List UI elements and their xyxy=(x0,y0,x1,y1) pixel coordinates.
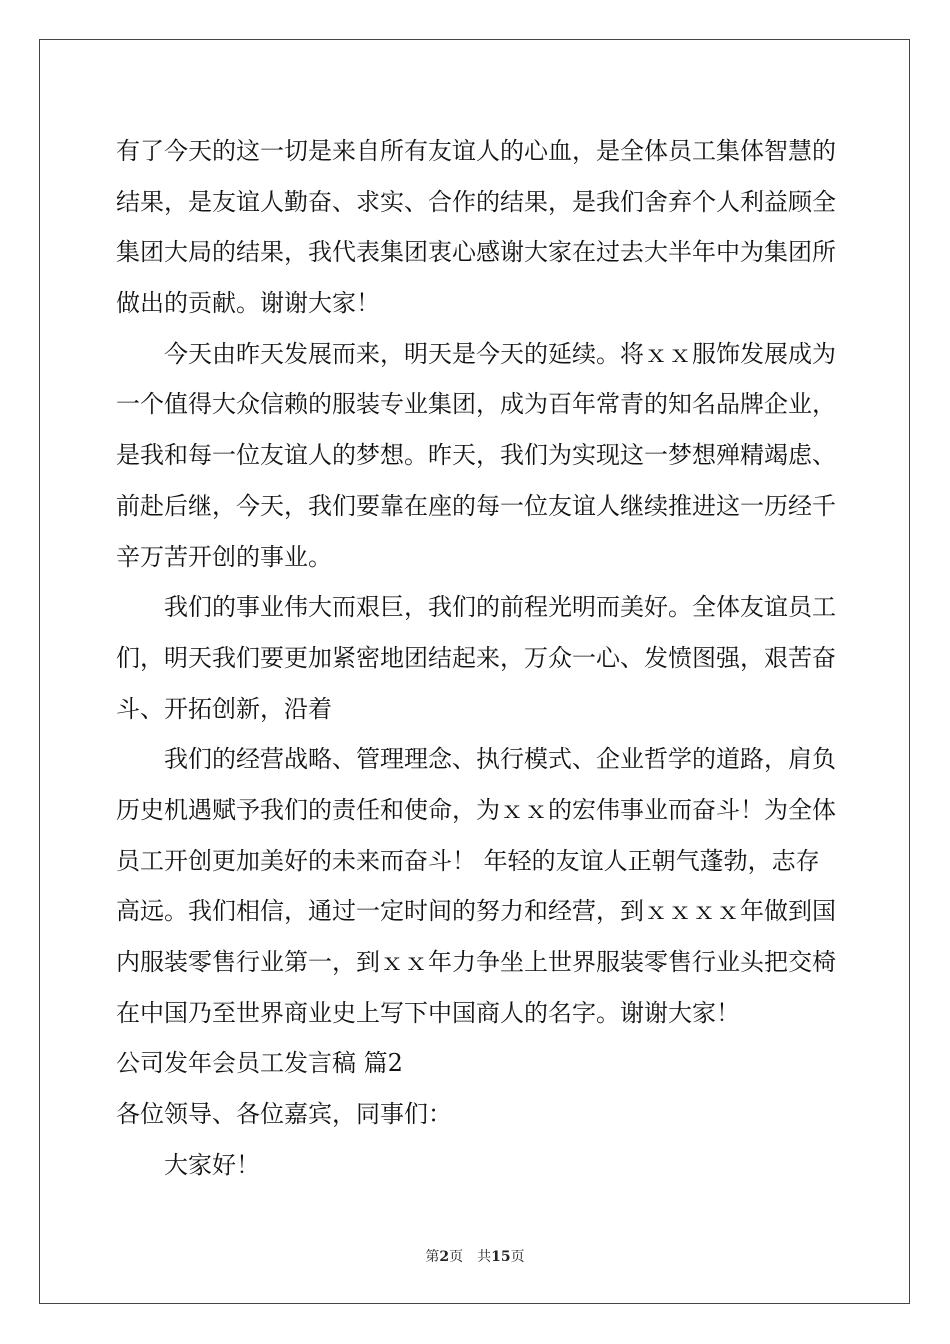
text-line: 做出的贡献。谢谢大家！ xyxy=(116,289,380,318)
text-line: 结果，是友谊人勤奋、求实、合作的结果，是我们舍弃个人利益顾全 xyxy=(116,187,836,216)
text-line: 有了今天的这一切是来自所有友谊人的心血，是全体员工集体智慧的 xyxy=(116,137,836,165)
text-line: 在中国乃至世界商业史上写下中国商人的名字。谢谢大家！ xyxy=(116,998,740,1027)
total-pages: 15 xyxy=(491,1249,511,1265)
page-footer xyxy=(0,1247,950,1267)
greeting: 大家好！ xyxy=(164,1150,260,1179)
text-line: 我们的事业伟大而艰巨，我们的前程光明而美好。全体友谊员工 xyxy=(164,593,836,622)
text-line: 辛万苦开创的事业。 xyxy=(116,542,332,571)
text-line: 我们的经营战略、管理理念、执行模式、企业哲学的道路，肩负 xyxy=(164,745,836,774)
text-line: 一个值得大众信赖的服装专业集团，成为百年常青的知名品牌企业， xyxy=(116,390,836,419)
text-line: 今天由昨天发展而来，明天是今天的延续。将ｘｘ服饰发展成为 xyxy=(164,339,836,368)
text-line: 员工开创更加美好的未来而奋斗！ 年轻的友谊人正朝气蓬勃，志存 xyxy=(116,846,820,875)
text-line: 高远。我们相信，通过一定时间的努力和经营，到ｘｘｘｘ年做到国 xyxy=(116,897,836,926)
text-line: 内服装零售行业第一，到ｘｘ年力争坐上世界服装零售行业头把交椅 xyxy=(116,948,836,976)
text-line: 前赴后继，今天，我们要靠在座的每一位友谊人继续推进这一历经千 xyxy=(116,491,836,520)
section-heading: 公司发年会员工发言稿 篇2 xyxy=(116,1049,403,1078)
document-body xyxy=(116,126,836,1190)
text-line: 历史机遇赋予我们的责任和使命，为ｘｘ的宏伟事业而奋斗！为全体 xyxy=(116,795,836,824)
salutation: 各位领导、各位嘉宾，同事们： xyxy=(116,1100,452,1129)
total-suffix: 页 xyxy=(510,1249,525,1265)
text-line: 是我和每一位友谊人的梦想。昨天，我们为实现这一梦想殚精竭虑、 xyxy=(116,441,836,470)
page-prefix: 第 xyxy=(425,1249,440,1265)
page-suffix: 页 xyxy=(449,1249,464,1265)
total-prefix: 共 xyxy=(477,1249,492,1265)
text-line: 斗、开拓创新，沿着 xyxy=(116,694,332,723)
page-number: 2 xyxy=(439,1249,450,1265)
text-line: 们，明天我们要更加紧密地团结起来，万众一心、发愤图强，艰苦奋 xyxy=(116,643,836,672)
text-line: 集团大局的结果，我代表集团衷心感谢大家在过去大半年中为集团所 xyxy=(116,238,836,267)
